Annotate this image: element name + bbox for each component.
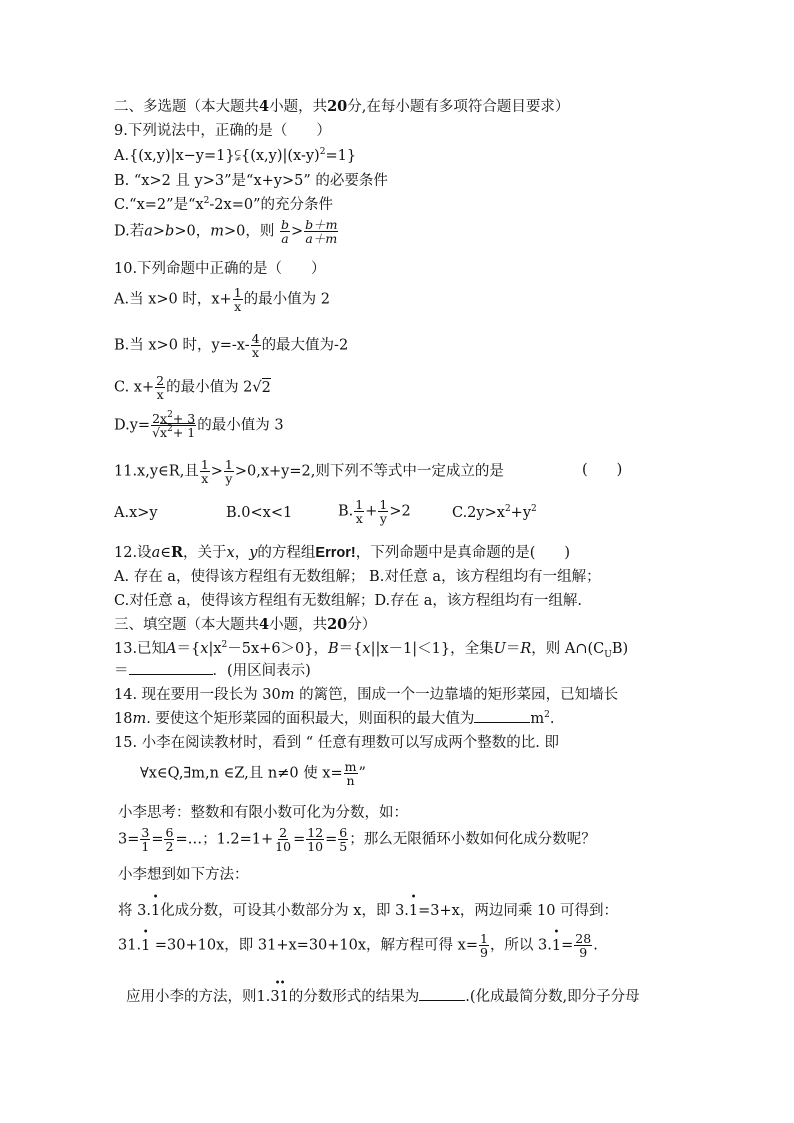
fraction: $\frac{28}{9}$ bbox=[575, 931, 592, 961]
q15-line1: 15. 小李在阅读教材时，看到 “ 任意有理数可以写成两个整数的比. 即 bbox=[114, 735, 560, 751]
fraction: $\frac{2}{10}$ bbox=[275, 825, 292, 855]
fraction: $\frac{4}{x}$ bbox=[251, 331, 260, 361]
q10-option-a: A.当 x>0 时，x+ $\frac{1}{x}$ 的最小值为 2 bbox=[114, 285, 330, 315]
q9-option-d: D.若a>b>0，m>0，则 $\frac{b}{a}$ > $\frac{b+m}{a+m}$ bbox=[114, 217, 338, 247]
q11-option-b: B.0<x<1 bbox=[226, 505, 293, 521]
fraction: $\frac{m}{n}$ bbox=[344, 759, 357, 789]
q15-line3: 小李思考：整数和有限小数可化为分数，如： bbox=[118, 805, 408, 821]
fraction: $\frac{12}{10}$ bbox=[307, 825, 324, 855]
q10-stem: 10.下列命题中正确的是（ ） bbox=[114, 261, 326, 277]
q14-line1: 14. 现在要用一段长为 30m 的篱笆，围成一个一边靠墙的矩形菜园，已知墙长 bbox=[114, 687, 619, 703]
q14-line2: 18m. 要使这个矩形菜园的面积最大，则面积的最大值为 $m^2$. bbox=[114, 710, 555, 727]
q10-option-b: B.当 x>0 时，y=-x- $\frac{4}{x}$ 的最大值为-2 bbox=[114, 331, 349, 361]
q9-option-a: $A.\{(x,y)|x-y=1\}⫋\{(x,y)|(x-y)^2=1\}$ bbox=[114, 147, 357, 164]
q13-stem: 13.已知$A=\{x|x^2-5x+6>0\}$，B＝{x||x－1|＜1}，全集U＝R，则 $A\cap(C_UB)$ bbox=[114, 640, 629, 660]
q9-option-b: B. “x>2 且 y>3”是“x+y>5” 的必要条件 bbox=[114, 173, 388, 189]
q11-option-d: $C.2y>x^2+y^2$ bbox=[452, 504, 537, 521]
q11-stem: 11.x,y∈R,且 $\frac{1}{x}$ > $\frac{1}{y}$ >0,x+y=2,则下列不等式中一定成立的是 bbox=[114, 457, 504, 487]
fraction: $\frac{2x^2+ 3}{√x^2+ 1}$ bbox=[152, 410, 196, 441]
q15-line7: 31.• 1 =30+10x，即 31+x=30+10x，解方程可得 x= $\frac{1}{9}$ ，所以 3.• 1= $\frac{28}{9}$ . bbox=[118, 932, 598, 959]
q12-options-ab: A. 存在 a，使得该方程组有无数组解； B.对任意 a，该方程组均有一组解； bbox=[114, 569, 601, 585]
fraction: $\frac{b+m}{a+m}$ bbox=[305, 217, 338, 247]
fraction: $\frac{2}{x}$ bbox=[156, 373, 165, 403]
q11-option-c: B. $\frac{1}{x}$ + $\frac{1}{y}$ >2 bbox=[338, 497, 411, 527]
fraction: $\frac{1}{9}$ bbox=[479, 931, 488, 961]
fraction: $\frac{b}{a}$ bbox=[280, 217, 289, 247]
q10-option-d: D.y= $\frac{2x^2+ 3}{√x^2+ 1}$ 的最小值为 3 bbox=[114, 410, 284, 441]
fraction: $\frac{6}{5}$ bbox=[339, 825, 348, 855]
section-3-heading: 三、填空题（本大题共4小题，共20分） bbox=[114, 616, 377, 633]
fraction: $\frac{1}{y}$ bbox=[224, 457, 233, 487]
fraction: $\frac{1}{x}$ bbox=[355, 497, 364, 527]
answer-blank[interactable] bbox=[419, 1000, 465, 1001]
q9-option-c: C.“x=2”是“$x^2-2x=0$”的充分条件 bbox=[114, 196, 333, 213]
fraction: $\frac{1}{x}$ bbox=[233, 285, 242, 315]
q10-option-c: C. x+ $\frac{2}{x}$ 的最小值为 2√2 bbox=[114, 373, 271, 403]
q15-line6: 将 3.• 1化成分数，可设其小数部分为 x，即 3.• 1=3+x，两边同乘 10 可得到： bbox=[118, 904, 618, 919]
q15-line2: ∀x∈Q,∃m,n ∈Z,且 n≠0 使 x= $\frac{m}{n}$ ” bbox=[140, 759, 366, 789]
fraction: $\frac{1}{y}$ bbox=[379, 497, 388, 527]
q13-answer-line: ＝ ．(用区间表示) bbox=[114, 663, 311, 679]
q12-options-cd: C.对任意 a，使得该方程组有无数组解；D.存在 a，该方程组均有一组解. bbox=[114, 593, 583, 609]
q15-line4: 3= $\frac{3}{1}$ = $\frac{6}{2}$ =…；1.2=1+ $\frac{2}{10}$ = $\frac{12}{10}$ = $\frac{6}{5}$ ；那么无限循环小数如何化成分数呢？ bbox=[118, 825, 596, 855]
fraction: $\frac{1}{x}$ bbox=[200, 457, 209, 487]
answer-blank[interactable] bbox=[129, 674, 213, 675]
q12-stem: 12.设a∈R，关于x，y的方程组Error!，下列命题中是真命题的是( ) bbox=[114, 544, 571, 561]
fraction: $\frac{3}{1}$ bbox=[141, 825, 150, 855]
q11-answer-paren: ( ) bbox=[582, 462, 623, 478]
section-2-heading: 二、多选题（本大题共4小题，共20分,在每小题有多项符合题目要求） bbox=[114, 98, 570, 115]
q15-line5: 小李想到如下方法： bbox=[118, 867, 249, 883]
fraction: $\frac{6}{2}$ bbox=[165, 825, 174, 855]
answer-blank[interactable] bbox=[474, 722, 530, 723]
q9-stem: 9.下列说法中，正确的是（ ） bbox=[114, 123, 331, 139]
q11-option-a: A.x>y bbox=[114, 505, 158, 521]
q15-line8: 应用小李的方法，则1.•• 31的分数形式的结果为 .(化成最简分数,即分子分母 bbox=[126, 990, 640, 1005]
